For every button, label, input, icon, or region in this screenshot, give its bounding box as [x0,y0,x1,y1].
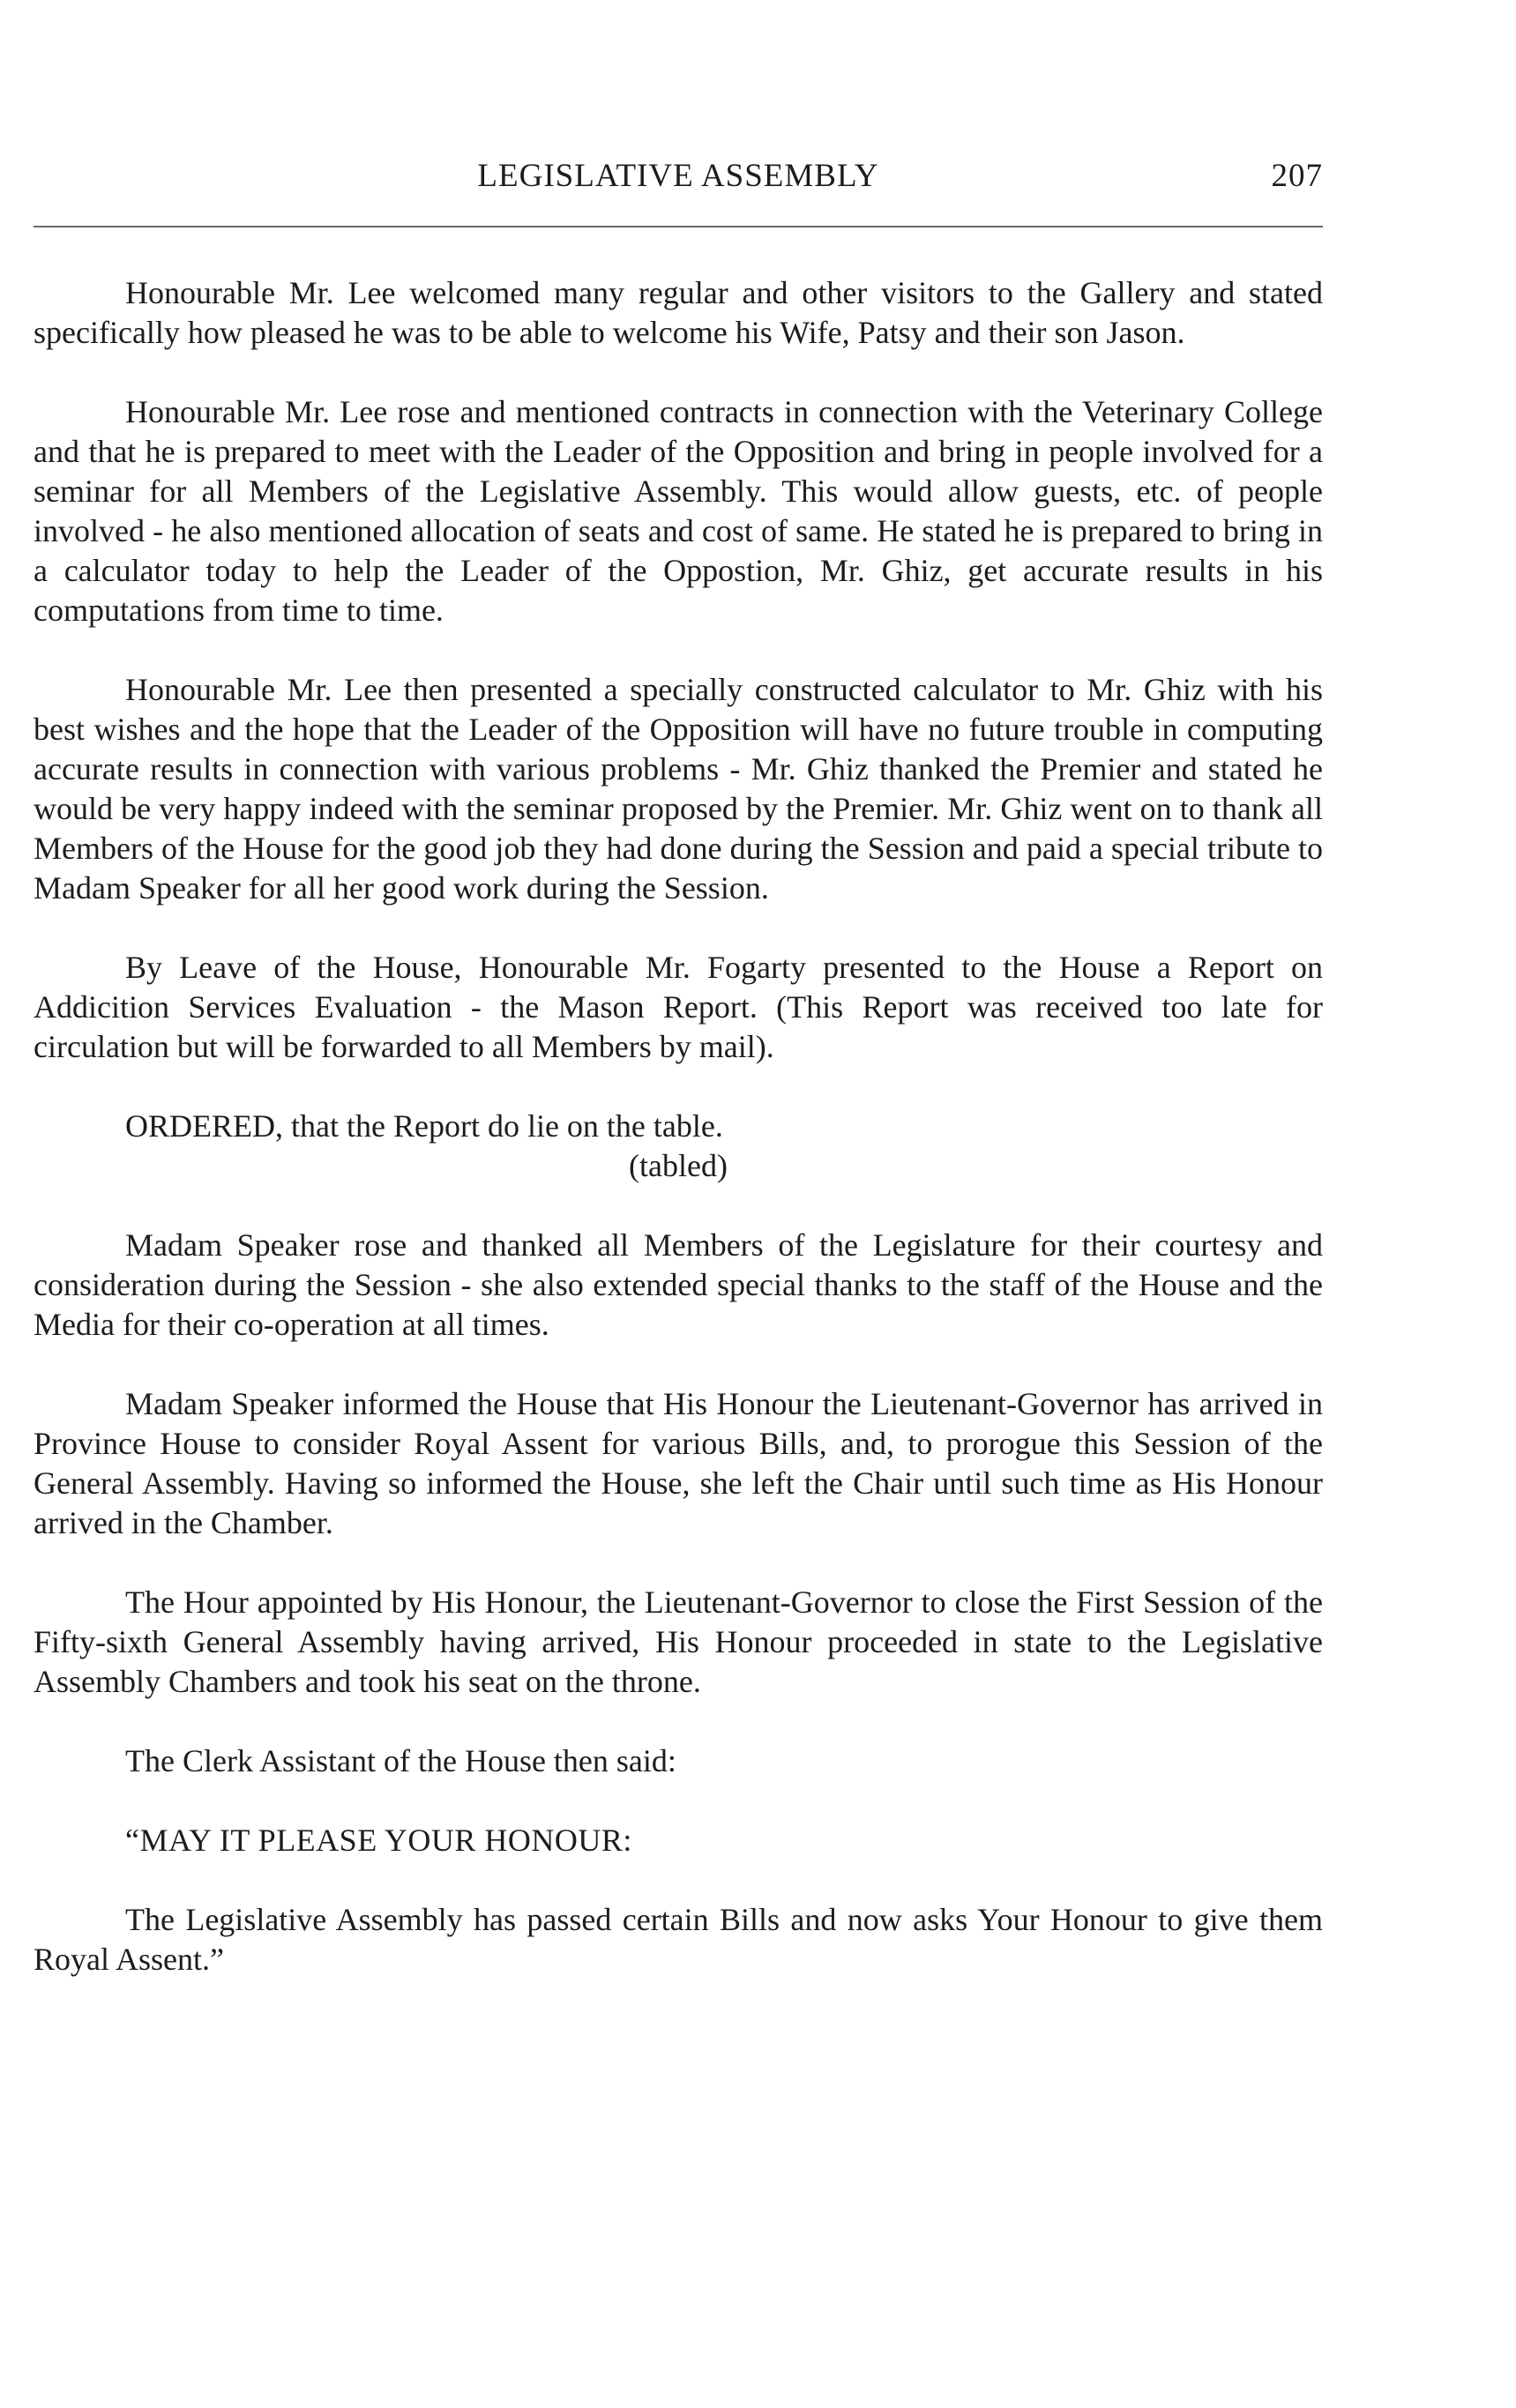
page-number: 207 [1271,158,1323,194]
paragraph-clerk-assistant: The Clerk Assistant of the House then said: [125,1743,676,1778]
paragraph-ordered: ORDERED, that the Report do lie on the table. [125,1108,723,1144]
paragraph-lieutenant-governor: Madam Speaker informed the House that His Honour the Lieutenant-Governor has arrived in Province House to consider Royal Assent for various Bills, and, to prorogue this Session of the General Assembly. Having so informed the House, she left the Chair until such time as His Honour arrived in the Chamber. [34,1386,1323,1540]
body-text [34,273,1323,2019]
paragraph-may-it-please: “MAY IT PLEASE YOUR HONOUR: [125,1823,632,1858]
paragraph-close-session: The Hour appointed by His Honour, the Lieutenant-Governor to close the First Session of the Fifty-sixth General Assembly having arrived, His Honour proceeded in state to the Legislative Assembly Chambers and took his seat on the throne. [34,1584,1323,1699]
paragraph-visitors: Honourable Mr. Lee welcomed many regular and other visitors to the Gallery and stated specifically how pleased he was to be able to welcome his Wife, Patsy and their son Jason. [34,275,1323,350]
running-header [34,157,1323,203]
paragraph-mason-report: By Leave of the House, Honourable Mr. Fogarty presented to the House a Report on Addicition Services Evaluation - the Mason Report. (This Report was received too late for circulation but will be forwarded to all Members by mail). [34,950,1323,1064]
running-title: LEGISLATIVE ASSEMBLY [477,158,879,194]
paragraph-royal-assent: The Legislative Assembly has passed certain Bills and now asks Your Honour to give them Royal Assent.” [34,1902,1323,1977]
header-rule [34,226,1323,227]
tabled-note: (tabled) [629,1148,728,1183]
paragraph-calculator: Honourable Mr. Lee then presented a specially constructed calculator to Mr. Ghiz with his best wishes and the hope that the Leader of the Opposition will have no future trouble in computing accurate results in connection with various problems - Mr. Ghiz thanked the Premier and stated he would be very happy indeed with the seminar proposed by the Premier. Mr. Ghiz went on to thank all Members of the House for the good job they had done during the Session and paid a special tribute to Madam Speaker for all her good work during the Session. [34,672,1323,906]
paragraph-speaker-thanks: Madam Speaker rose and thanked all Members of the Legislature for their courtesy and consideration during the Session - she also extended special thanks to the staff of the House and the Media for their co-operation at all times. [34,1227,1323,1342]
paragraph-veterinary-college: Honourable Mr. Lee rose and mentioned contracts in connection with the Veterinary College and that he is prepared to meet with the Leader of the Opposition and bring in people involved for a seminar for all Members of the Legislative Assembly. This would allow guests, etc. of people involved - he also mentioned allocation of seats and cost of same. He stated he is prepared to bring in a calculator today to help the Leader of the Oppostion, Mr. Ghiz, get accurate results in his computations from time to time. [34,394,1323,628]
